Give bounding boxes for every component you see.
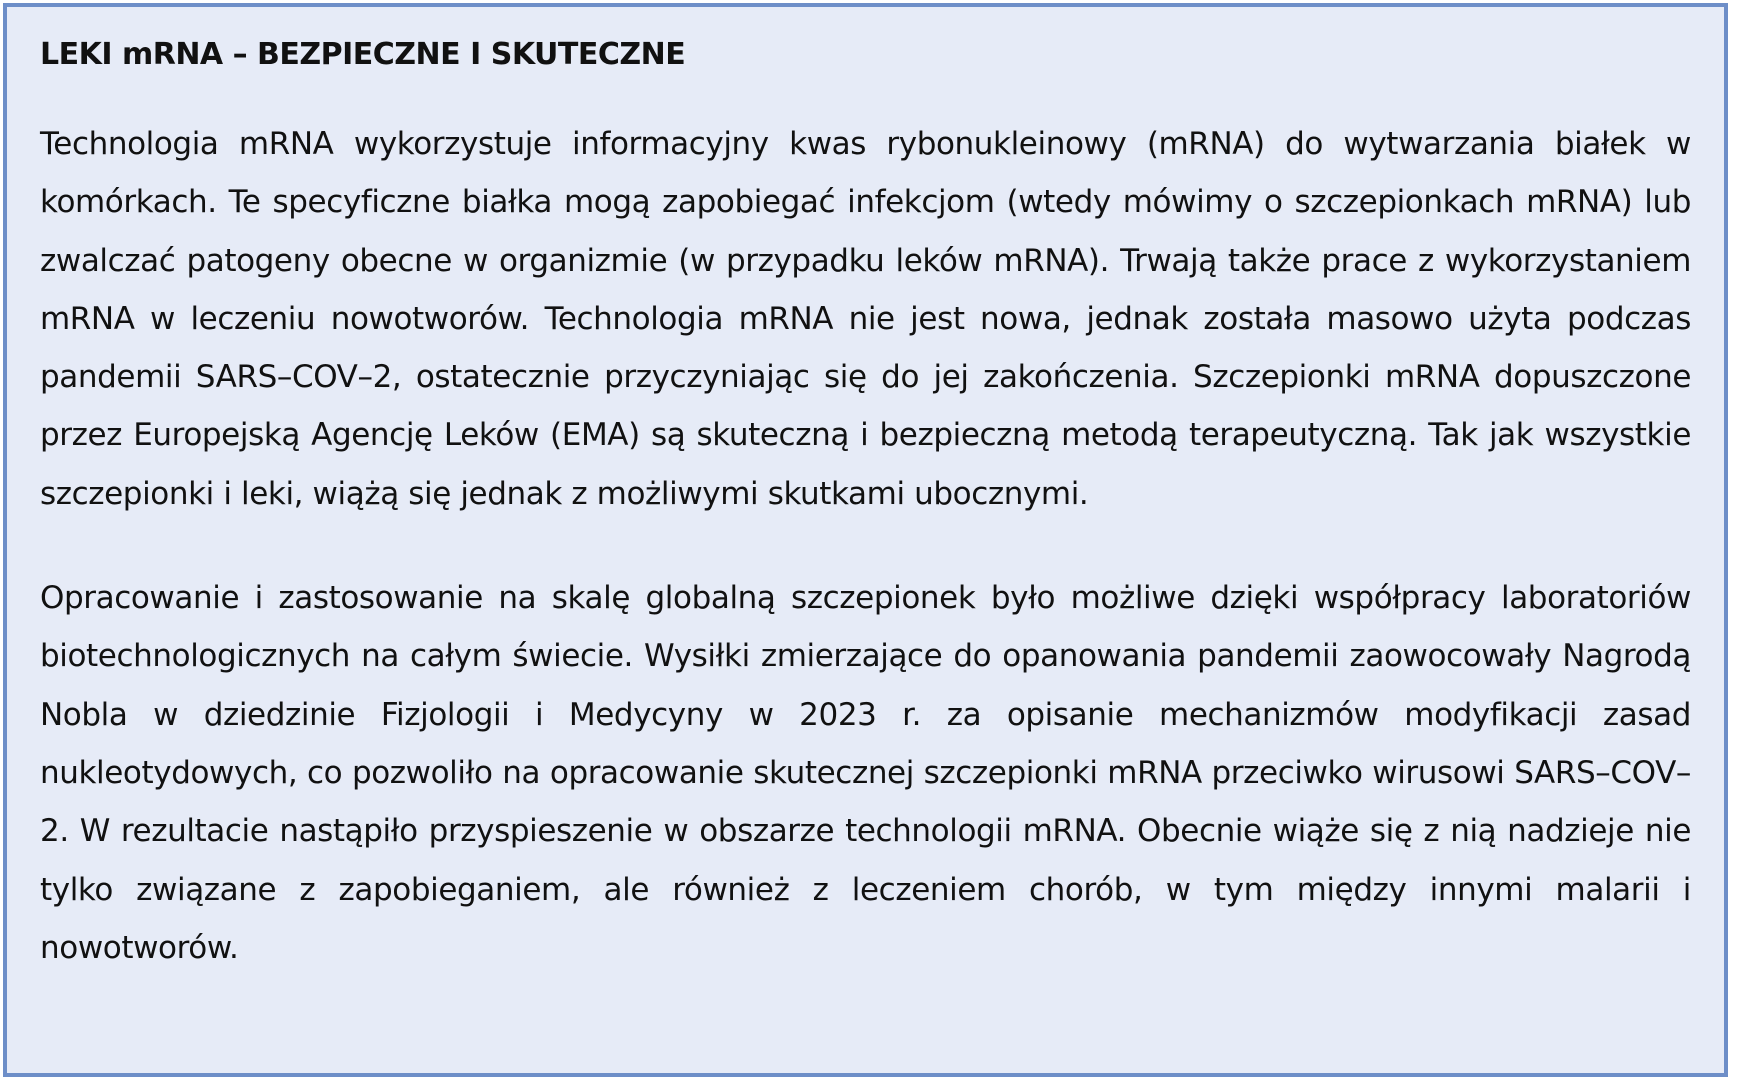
info-box	[3, 3, 1728, 1077]
paragraph-nobel-prize: Opracowanie i zastosowanie na skalę globalną szczepionek było możliwe dzięki współpracy laboratoriów biotechnologicznych na całym świecie. Wysiłki zmierzające do opanowania pandemii zaowocowały Nagrodą Nobla w dziedzinie Fizjologii i Medycyny w 2023 r. za opisanie mechanizmów modyfikacji zasad nukleotydowych, co pozwoliło na opracowanie skutecznej szczepionki mRNA przeciwko wirusowi SARS–COV–2. W rezultacie nastąpiło przyspieszenie w obszarze technologii mRNA. Obecnie wiąże się z nią nadzieje nie tylko związane z zapobieganiem, ale również z leczeniem chorób, w tym między innymi malarii i nowotworów.	[40, 580, 1691, 966]
box-title: LEKI mRNA – BEZPIECZNE I SKUTECZNE	[40, 37, 686, 72]
paragraph-mrna-technology: Technologia mRNA wykorzystuje informacyjny kwas rybonukleinowy (mRNA) do wytwarzania białek w komórkach. Te specyficzne białka mogą zapobiegać infekcjom (wtedy mówimy o szczepionkach mRNA) lub zwalczać patogeny obecne w organizmie (w przypadku leków mRNA). Trwają także prace z wykorzystaniem mRNA w leczeniu nowotworów. Technologia mRNA nie jest nowa, jednak została masowo użyta podczas pandemii SARS–COV–2, ostatecznie przyczyniając się do jej zakończenia. Szczepionki mRNA dopuszczone przez Europejską Agencję Leków (EMA) są skuteczną i bezpieczną metodą terapeutyczną. Tak jak wszystkie szczepionki i leki, wiążą się jednak z możliwymi skutkami ubocznymi.	[40, 126, 1691, 512]
